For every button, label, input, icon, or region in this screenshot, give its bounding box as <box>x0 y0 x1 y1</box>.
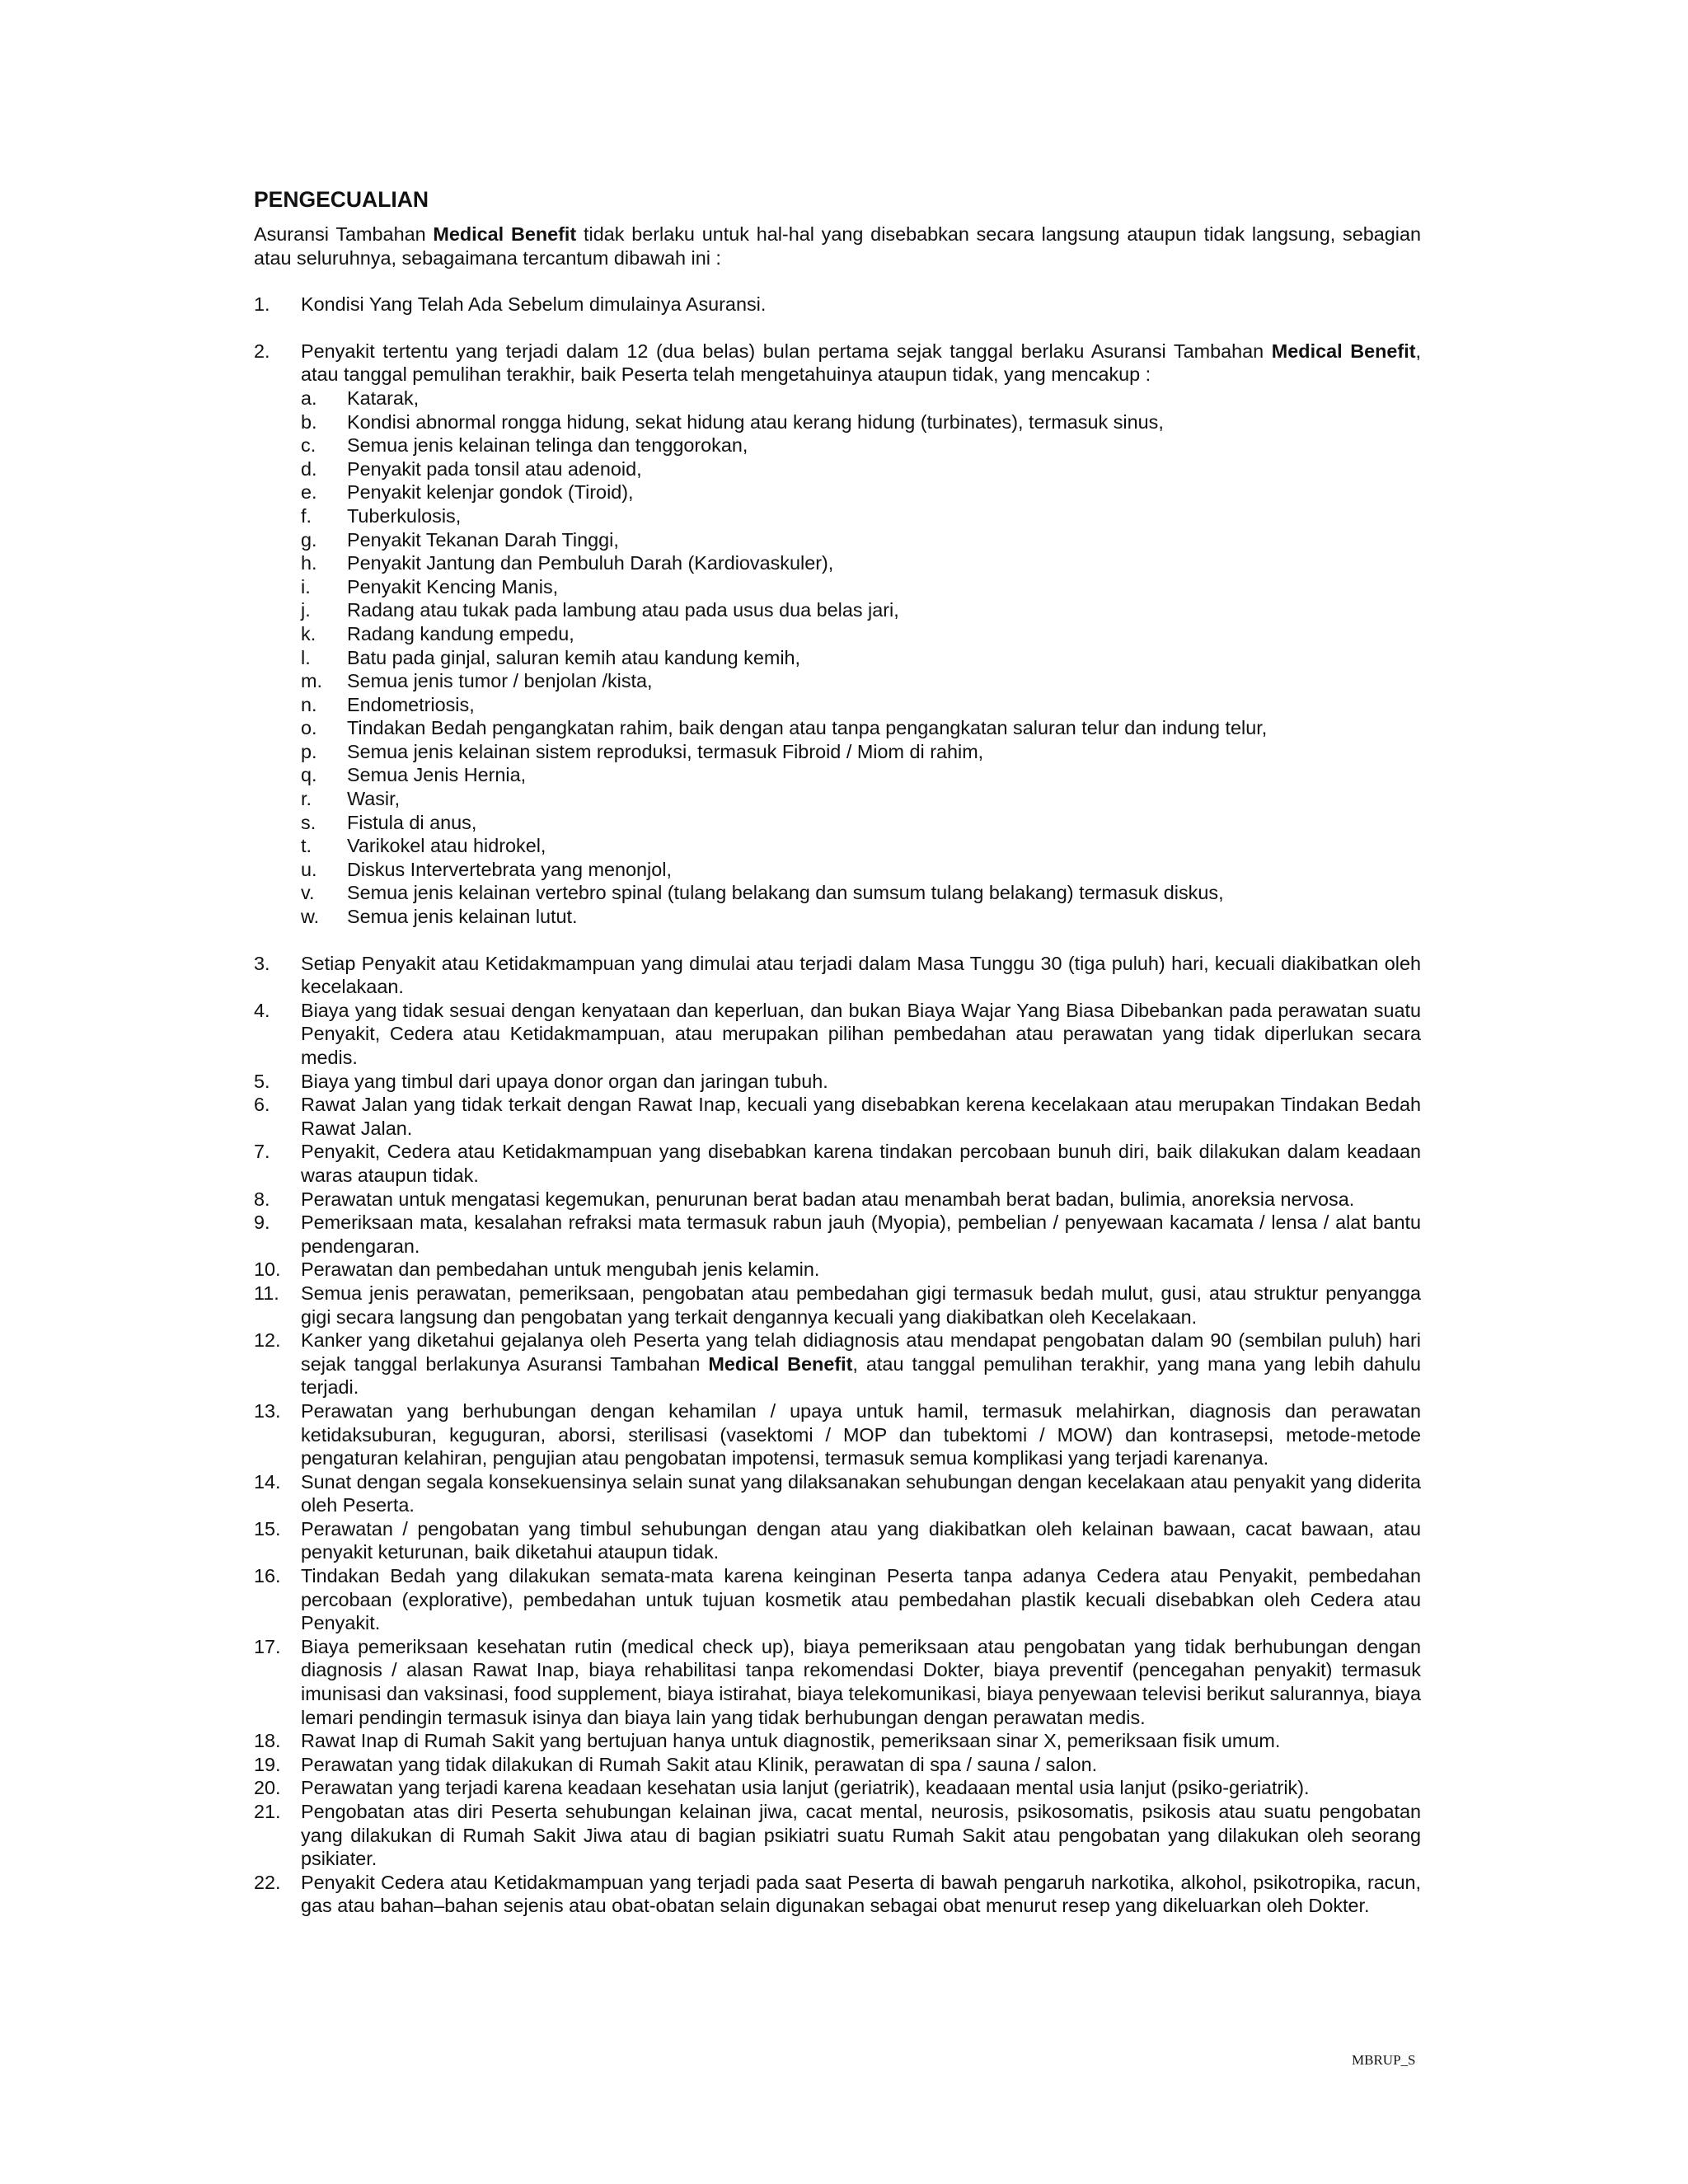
sublist-letter: g. <box>301 528 317 551</box>
sublist-item-f <box>301 504 1421 528</box>
list-item-12 <box>254 1329 1421 1399</box>
sublist-text: Varikokel atau hidrokel, <box>347 835 546 857</box>
list-item-text: Biaya yang tidak sesuai dengan kenyataan dan keperluan, dan bukan Biaya Wajar Yang Biasa Dibebankan pada perawatan suatu Penyakit, Cedera atau Ketidakmampuan, atau merupakan pilihan pembedahan atau perawatan yang tidak diperlukan secara medis. <box>301 999 1421 1068</box>
sublist-letter: b. <box>301 410 317 433</box>
list-number: 19. <box>254 1753 281 1775</box>
list-number: 7. <box>254 1141 270 1163</box>
item-12-text-continued: , atau tanggal pemulihan terakhir, yang mana yang lebih dahulu terjadi. <box>301 1352 1421 1399</box>
list-item-text: Setiap Penyakit atau Ketidakmampuan yang dimulai atau terjadi dalam Masa Tunggu 30 (tiga puluh) hari, kecuali diakibatkan oleh kecelakaan. <box>301 952 1421 998</box>
sublist-text: Semua Jenis Hernia, <box>347 764 527 786</box>
list-item-19 <box>254 1753 1421 1777</box>
list-item-20 <box>254 1776 1421 1800</box>
sublist-text: Penyakit Jantung dan Pembuluh Darah (Kardiovaskuler), <box>347 552 834 574</box>
list-item-text <box>301 1329 1421 1399</box>
sublist-text: Kondisi abnormal rongga hidung, sekat hidung atau kerang hidung (turbinates), termasuk sinus, <box>347 410 1164 433</box>
list-number: 8. <box>254 1188 270 1210</box>
list-number: 22. <box>254 1871 281 1893</box>
sublist-item-t <box>301 834 1421 858</box>
list-item-6 <box>254 1093 1421 1140</box>
sublist-text: Semua jenis kelainan sistem reproduksi, termasuk Fibroid / Miom di rahim, <box>347 740 984 762</box>
sublist-item-p <box>301 740 1421 764</box>
sublist-item-j <box>301 598 1421 622</box>
list-item-text: Perawatan yang tidak dilakukan di Rumah Sakit atau Klinik, perawatan di spa / sauna / salon. <box>301 1753 1098 1775</box>
sublist-item-q <box>301 763 1421 787</box>
sublist-text: Penyakit pada tonsil atau adenoid, <box>347 457 642 480</box>
list-item-text: Biaya yang timbul dari upaya donor organ dan jaringan tubuh. <box>301 1070 828 1092</box>
sublist-letter: e. <box>301 481 317 504</box>
sublist-letter: n. <box>301 693 317 715</box>
list-item-text: Perawatan untuk mengatasi kegemukan, penurunan berat badan atau menambah berat badan, bulimia, anoreksia nervosa. <box>301 1188 1355 1210</box>
sublist-letter: c. <box>301 434 316 457</box>
list-item-16 <box>254 1564 1421 1635</box>
sublist-letter: f. <box>301 504 312 527</box>
sublist-text: Semua jenis kelainan vertebro spinal (tulang belakang dan sumsum tulang belakang) termasuk diskus, <box>347 882 1224 904</box>
sublist-letter: q. <box>301 764 317 786</box>
sublist-letter: v. <box>301 882 315 904</box>
list-item-2 <box>254 340 1421 387</box>
list-item-text: Tindakan Bedah yang dilakukan semata-mata karena keinginan Peserta tanpa adanya Cedera atau Penyakit, pembedahan percobaan (explorative), pembedahan untuk tujuan kosmetik atau pembedahan plastik kecuali disebabkan oleh Cedera atau Penyakit. <box>301 1565 1421 1634</box>
list-number: 4. <box>254 999 270 1021</box>
sublist-text: Tindakan Bedah pengangkatan rahim, baik dengan atau tanpa pengangkatan saluran telur dan indung telur, <box>347 717 1268 739</box>
list-item-8 <box>254 1188 1421 1212</box>
sublist-text: Semua jenis tumor / benjolan /kista, <box>347 670 653 692</box>
list-item-text: Sunat dengan segala konsekuensinya selain sunat yang dilaksanakan sehubungan dengan kecelakaan atau penyakit yang diderita oleh Peserta. <box>301 1470 1421 1516</box>
list-item-22 <box>254 1871 1421 1918</box>
sublist-item-b <box>301 410 1421 434</box>
sublist-letter: m. <box>301 670 322 692</box>
sublist-item-k <box>301 622 1421 646</box>
list-item-4 <box>254 999 1421 1070</box>
sublist-text: Katarak, <box>347 387 420 409</box>
list-item-11 <box>254 1282 1421 1329</box>
sublist-item-o <box>301 716 1421 740</box>
sublist-item-m <box>301 669 1421 693</box>
sublist-text: Tuberkulosis, <box>347 504 462 527</box>
list-item-text: Semua jenis perawatan, pemeriksaan, pengobatan atau pembedahan gigi termasuk bedah mulut, gusi, atau struktur penyangga gigi secara langsung dan pengobatan yang terkait dengannya kecuali yang diakibatkan oleh Kecelakaan. <box>301 1282 1421 1328</box>
list-number: 17. <box>254 1635 281 1657</box>
item-2-text-continued: , atau tanggal pemulihan terakhir, baik Peserta telah mengetahuinya ataupun tidak, yang mencakup : <box>301 340 1421 386</box>
sublist-letter: r. <box>301 788 312 810</box>
intro-paragraph <box>254 223 1421 269</box>
list-item-text: Perawatan yang berhubungan dengan kehamilan / upaya untuk hamil, termasuk melahirkan, diagnosis dan perawatan ketidaksuburan, keguguran, aborsi, sterilisasi (vasektomi / MOP dan tubektomi / MOW) dan kontrasepsi, metode-metode pengaturan kelahiran, pengujian atau pengobatan impotensi, termasuk semua komplikasi yang terjadi karenanya. <box>301 1399 1421 1469</box>
list-item-17 <box>254 1635 1421 1729</box>
list-item-text: Pengobatan atas diri Peserta sehubungan kelainan jiwa, cacat mental, neurosis, psikosomatis, psikosis atau suatu pengobatan yang dilakukan di Rumah Sakit Jiwa atau di bagian psikiatri suatu Rumah Sakit atau pengobatan yang dilakukan oleh seorang psikiater. <box>301 1801 1421 1870</box>
list-item-3 <box>254 952 1421 999</box>
list-item-text: Perawatan yang terjadi karena keadaan kesehatan usia lanjut (geriatrik), keadaaan mental usia lanjut (psiko-geriatrik). <box>301 1777 1310 1799</box>
list-item-text: Pemeriksaan mata, kesalahan refraksi mata termasuk rabun jauh (Myopia), pembelian / penyewaan kacamata / lensa / alat bantu pendengaran. <box>301 1212 1421 1257</box>
sublist-letter: i. <box>301 575 311 598</box>
sublist-text: Radang kandung empedu, <box>347 622 574 644</box>
sublist-letter: d. <box>301 457 317 480</box>
sublist-item-a <box>301 387 1421 410</box>
sublist-letter: h. <box>301 552 317 574</box>
sublist-letter: s. <box>301 811 316 833</box>
sublist-letter: l. <box>301 646 311 668</box>
list-item-9 <box>254 1211 1421 1258</box>
sublist-item-n <box>301 693 1421 717</box>
intro-text: Asuransi Tambahan <box>254 223 434 245</box>
list-item-text: Rawat Jalan yang tidak terkait dengan Rawat Inap, kecuali yang disebabkan kerena kecelakaan atau merupakan Tindakan Bedah Rawat Jalan. <box>301 1094 1421 1139</box>
list-number: 5. <box>254 1070 270 1092</box>
list-number: 10. <box>254 1258 281 1281</box>
sublist-item-s <box>301 811 1421 835</box>
list-number: 14. <box>254 1470 281 1493</box>
list-item-1 <box>254 293 1421 316</box>
sublist-item-i <box>301 575 1421 599</box>
sublist-item-r <box>301 787 1421 811</box>
sublist-item-e <box>301 480 1421 504</box>
list-number: 16. <box>254 1565 281 1587</box>
document-page <box>254 186 1421 1918</box>
list-item-text: Perawatan dan pembedahan untuk mengubah jenis kelamin. <box>301 1258 820 1281</box>
sublist-item-w <box>301 905 1421 929</box>
sublist-text: Wasir, <box>347 788 401 810</box>
intro-bold-text: Medical Benefit <box>433 223 577 245</box>
list-item-10 <box>254 1258 1421 1282</box>
sublist-item-d <box>301 457 1421 481</box>
list-item-text: Biaya pemeriksaan kesehatan rutin (medical check up), biaya pemeriksaan atau pengobatan yang tidak berhubungan dengan diagnosis / alasan Rawat Inap, biaya rehabilitasi tanpa rekomendasi Dokter, biaya preventif (pencegahan penyakit) termasuk imunisasi dan vaksinasi, food supplement, biaya istirahat, biaya telekomunikasi, biaya penyewaan televisi berikut salurannya, biaya lemari pendingin termasuk isinya dan biaya lain yang tidak berhubungan dengan perawatan medis. <box>301 1635 1421 1728</box>
list-number: 20. <box>254 1777 281 1799</box>
list-item-14 <box>254 1470 1421 1517</box>
list-item-text <box>301 340 1421 387</box>
list-item-18 <box>254 1729 1421 1753</box>
list-item-text: Kondisi Yang Telah Ada Sebelum dimulainya Asuransi. <box>301 293 767 316</box>
sublist-text: Semua jenis kelainan lutut. <box>347 906 578 928</box>
list-number: 11. <box>254 1282 279 1304</box>
item-2-text: Penyakit tertentu yang terjadi dalam 12 (dua belas) bulan pertama sejak tanggal berlaku Asuransi Tambahan <box>301 340 1272 362</box>
sublist-text: Penyakit Tekanan Darah Tinggi, <box>347 528 619 551</box>
sublist <box>254 387 1421 929</box>
sublist-text: Diskus Intervertebrata yang menonjol, <box>347 858 672 880</box>
sublist-item-c <box>301 434 1421 457</box>
list-number: 12. <box>254 1329 281 1352</box>
sublist-item-g <box>301 528 1421 552</box>
list-number: 21. <box>254 1801 281 1822</box>
sublist-letter: k. <box>301 622 316 644</box>
list-number: 13. <box>254 1399 281 1422</box>
page-title: PENGECUALIAN <box>254 187 429 212</box>
sublist-item-u <box>301 858 1421 882</box>
sublist-text: Fistula di anus, <box>347 811 477 833</box>
sublist-item-v <box>301 881 1421 905</box>
sublist-letter: t. <box>301 835 312 857</box>
list-number: 3. <box>254 952 270 974</box>
list-item-text: Rawat Inap di Rumah Sakit yang bertujuan hanya untuk diagnostik, pemeriksaan sinar X, pemeriksaan fisik umum. <box>301 1730 1281 1752</box>
sublist-text: Batu pada ginjal, saluran kemih atau kandung kemih, <box>347 646 801 668</box>
item-12-bold-text: Medical Benefit <box>708 1352 853 1375</box>
list-item-7 <box>254 1140 1421 1187</box>
list-number: 15. <box>254 1517 281 1540</box>
list-number: 2. <box>254 340 270 362</box>
sublist-text: Semua jenis kelainan telinga dan tenggorokan, <box>347 434 748 457</box>
sublist-text: Penyakit kelenjar gondok (Tiroid), <box>347 481 634 504</box>
sublist-text: Radang atau tukak pada lambung atau pada usus dua belas jari, <box>347 599 899 621</box>
list-number: 18. <box>254 1730 281 1752</box>
list-item-text: Penyakit, Cedera atau Ketidakmampuan yang disebabkan karena tindakan percobaan bunuh diri, baik dilakukan dalam keadaan waras ataupun tidak. <box>301 1141 1421 1186</box>
list-item-13 <box>254 1399 1421 1470</box>
sublist-item-h <box>301 551 1421 575</box>
list-item-text: Perawatan / pengobatan yang timbul sehubungan dengan atau yang diakibatkan oleh kelainan bawaan, cacat bawaan, atau penyakit keturunan, baik diketahui ataupun tidak. <box>301 1517 1421 1563</box>
sublist-letter: p. <box>301 740 317 762</box>
sublist-letter: w. <box>301 906 320 928</box>
sublist-text: Endometriosis, <box>347 693 475 715</box>
sublist-text: Penyakit Kencing Manis, <box>347 575 559 598</box>
item-12-text: Kanker yang diketahui gejalanya oleh Peserta yang telah didiagnosis atau mendapat pengobatan dalam 90 (sembilan puluh) hari sejak tanggal berlakunya Asuransi Tambahan <box>301 1329 1421 1375</box>
item-2-bold-text: Medical Benefit <box>1271 340 1416 362</box>
sublist-letter: o. <box>301 717 317 739</box>
list-number: 1. <box>254 293 270 316</box>
sublist-item-l <box>301 646 1421 670</box>
intro-text-continued: tidak berlaku untuk hal-hal yang disebabkan secara langsung ataupun tidak langsung, sebagian atau seluruhnya, sebagaimana tercantum dibawah ini : <box>254 223 1421 269</box>
sublist-letter: a. <box>301 387 317 409</box>
sublist-letter: j. <box>301 599 311 621</box>
sublist-letter: u. <box>301 858 317 880</box>
list-item-5 <box>254 1070 1421 1094</box>
list-item-text: Penyakit Cedera atau Ketidakmampuan yang terjadi pada saat Peserta di bawah pengaruh narkotika, alkohol, psikotropika, racun, gas atau bahan–bahan sejenis atau obat-obatan selain digunakan sebagai obat menurut resep yang dikeluarkan oleh Dokter. <box>301 1871 1421 1917</box>
list-item-21 <box>254 1800 1421 1871</box>
list-item-15 <box>254 1517 1421 1564</box>
footer-code: MBRUP_S <box>1352 2052 1416 2068</box>
list-number: 9. <box>254 1212 270 1234</box>
list-number: 6. <box>254 1094 270 1116</box>
